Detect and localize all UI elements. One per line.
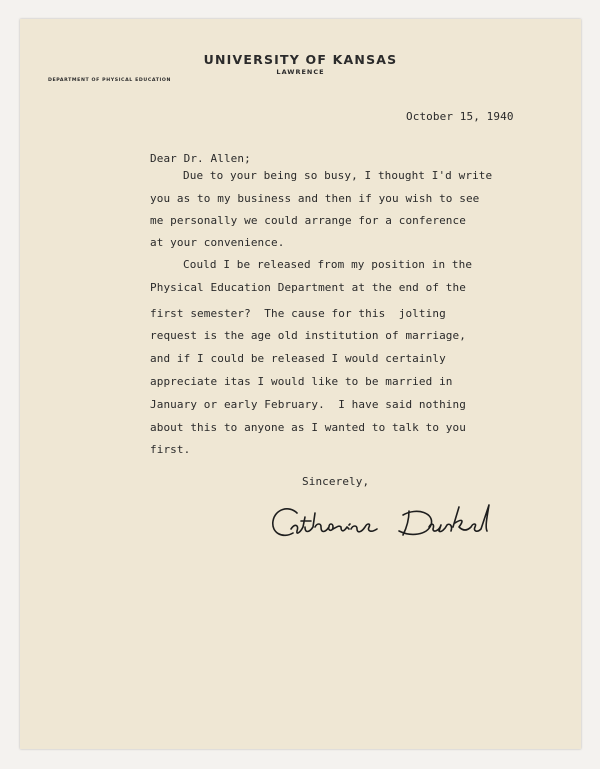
letter-page: [20, 19, 581, 749]
letterhead-institution: UNIVERSITY OF KANSAS: [203, 52, 398, 67]
body-line: Due to your being so busy, I thought I'd write: [183, 169, 493, 182]
body-line: appreciate itas I would like to be married in: [150, 375, 453, 388]
letter-salutation: Dear Dr. Allen;: [150, 152, 251, 165]
letterhead-department: DEPARTMENT OF PHYSICAL EDUCATION: [48, 78, 171, 83]
body-line: you as to my business and then if you wish to see: [150, 192, 480, 205]
body-line: January or early February. I have said nothing: [150, 398, 466, 411]
body-line: me personally we could arrange for a conference: [150, 214, 466, 227]
body-line: Physical Education Department at the end of the: [150, 281, 466, 294]
body-line: first.: [150, 443, 191, 456]
body-line: about this to anyone as I wanted to talk to you: [150, 421, 466, 434]
body-line: first semester? The cause for this jolting: [150, 307, 446, 320]
body-line: request is the age old institution of marriage,: [150, 329, 466, 342]
body-line: and if I could be released I would certainly: [150, 352, 446, 365]
handwritten-signature: [267, 497, 527, 545]
letterhead-city: LAWRENCE: [276, 68, 325, 76]
body-line: Could I be released from my position in the: [183, 258, 473, 271]
body-line: at your convenience.: [150, 236, 285, 249]
letter-date: October 15, 1940: [406, 110, 514, 123]
letter-closing: Sincerely,: [302, 475, 370, 488]
